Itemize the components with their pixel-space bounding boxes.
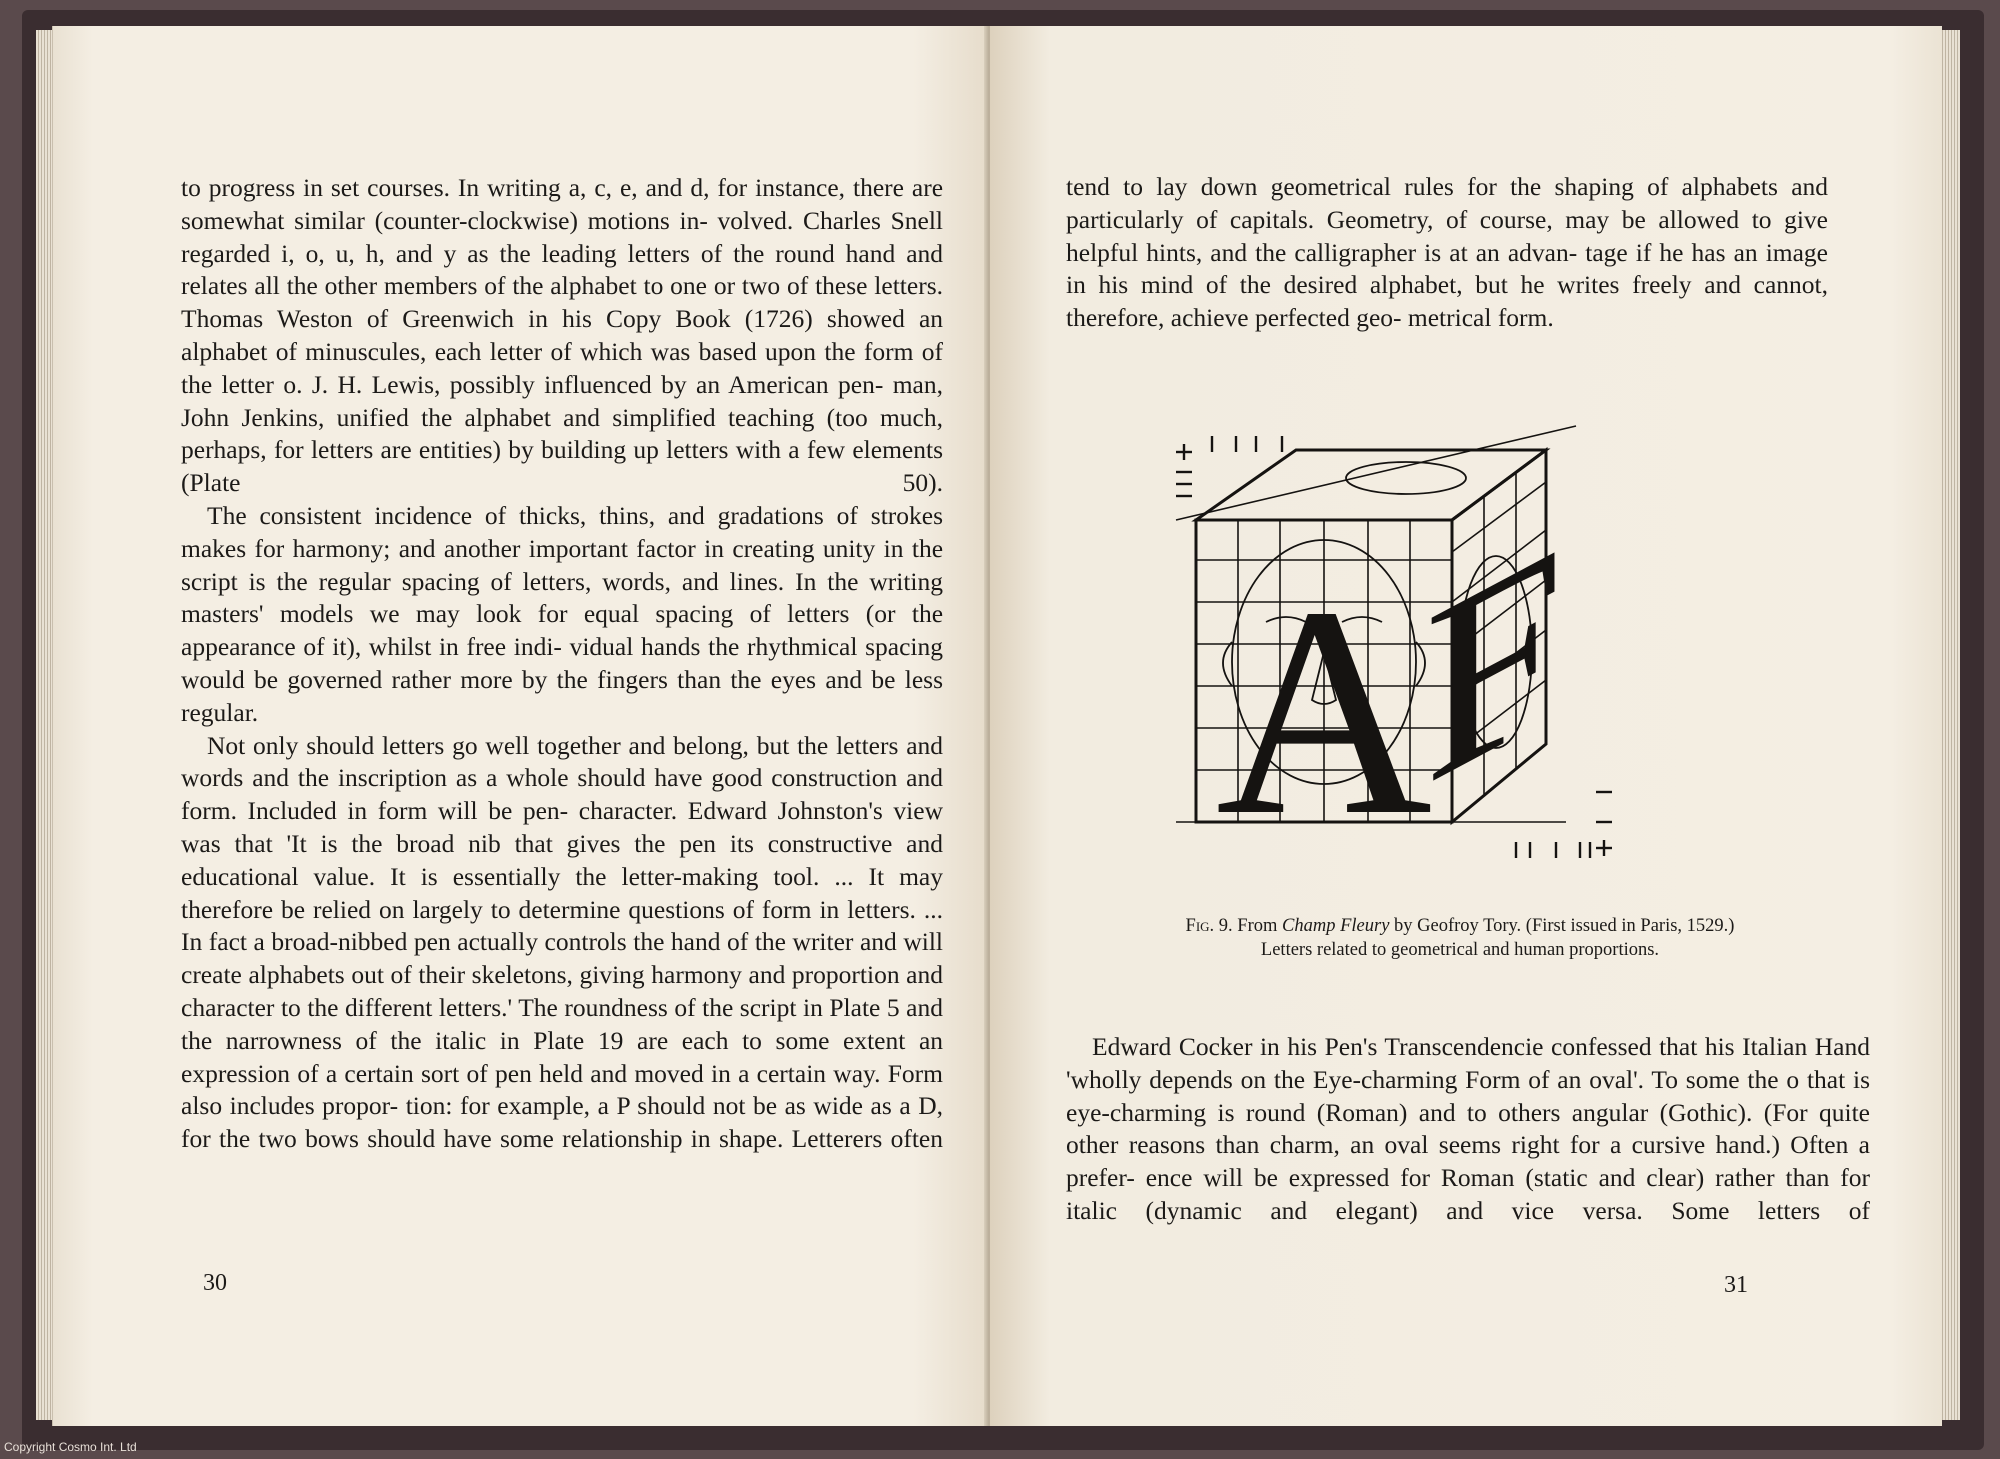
letter-a: A (1215, 545, 1433, 877)
paragraph-2: The consistent incidence of thicks, thins, and gradations of strokes makes for harmony; and another important factor in creating unity in the script is the regular spacing of letters, words, and lines. In the writing masters' models we may look for equal spacing of letters (or the appearance of it), whilst in free indi- vidual hands the rhythmical spacing would be governed rather more by the fingers than the eyes and be less regular. (181, 500, 944, 727)
right-page-bottom-text (1066, 1031, 1870, 1228)
page-number-left: 30 (203, 1270, 227, 1296)
right-page-edges (1940, 30, 1960, 1420)
caption-line-2: Letters related to geometrical and human proportions. (1260, 940, 1660, 960)
champ-fleury-figure (1156, 412, 1696, 887)
paragraph-3: Not only should letters go well together and belong, but the letters and words and the inscription as a whole should have good construction and form. Included in form will be pen- character. Edward Johnston's view was that 'It is the broad nib that gives the pen its constructive and educational value. It is essentially the letter-making tool. ... It may therefore be relied on largely to determine questions of form in letters. ... In fact a broad-nibbed pen actually controls the hand of the writer and will create alphabets out of their skeletons, giving harmony and proportion and character to the different letters.' The roundness of the script in Plate 5 and the narrowness of the italic in Plate 19 are each to some extent an expression of a certain sort of pen held and moved in a certain way. Form also includes propor- tion: for example, a P should not be as wide as a D, for the two bows should have some relationship in shape. Letterers often (181, 730, 944, 1154)
paragraph-1: to progress in set courses. In writing a, c, e, and d, for instance, there are somewhat similar (counter-clockwise) motions in- volved. Charles Snell regarded i, o, u, h, and y as the leading letters of the round hand and relates all the other members of the alphabet to one or two of these letters. Thomas Weston of Greenwich in his Copy Book (1726) showed an alphabet of minuscules, each letter of which was based upon the form of the letter o. J. H. Lewis, possibly influenced by an American pen- man, John Jenkins, unified the alphabet and simplified teaching (too much, perhaps, for letters are entities) by building up letters with a few elements (Plate 50). (181, 173, 944, 498)
paragraph-right-bottom: Edward Cocker in his Pen's Transcendencie confessed that his Italian Hand 'wholly depends on the Eye-charming Form of an oval'. To some the o that is eye-charming is round (Roman) and to others angular (Gothic). (For quite other reasons than charm, an oval seems right for a cursive hand.) Often a prefer- ence will be expressed for Roman (static and clear) rather than for italic (dynamic and elegant) and vice versa. Some letters of (1066, 1032, 1871, 1225)
figure-caption (1030, 914, 1890, 962)
letter-f: F (1424, 488, 1564, 840)
left-page (52, 26, 987, 1426)
left-page-text (181, 172, 943, 1156)
right-page-top-text (1066, 171, 1828, 335)
right-page (990, 26, 1942, 1426)
page-number-right: 31 (1724, 1272, 1748, 1298)
paragraph-right-top: tend to lay down geometrical rules for the shaping of alphabets and particularly of capitals. Geometry, of course, may be allowed to give helpful hints, and the calligrapher is at an advan- tage if he has an image in his mind of the desired alphabet, but he writes freely and cannot, therefore, achieve perfected geo- metrical form. (1066, 172, 1829, 333)
copyright-watermark: Copyright Cosmo Int. Ltd (4, 1440, 137, 1454)
caption-line-1: Fig. 9. From Champ Fleury by Geofroy Tory. (First issued in Paris, 1529.) (1185, 916, 1735, 936)
